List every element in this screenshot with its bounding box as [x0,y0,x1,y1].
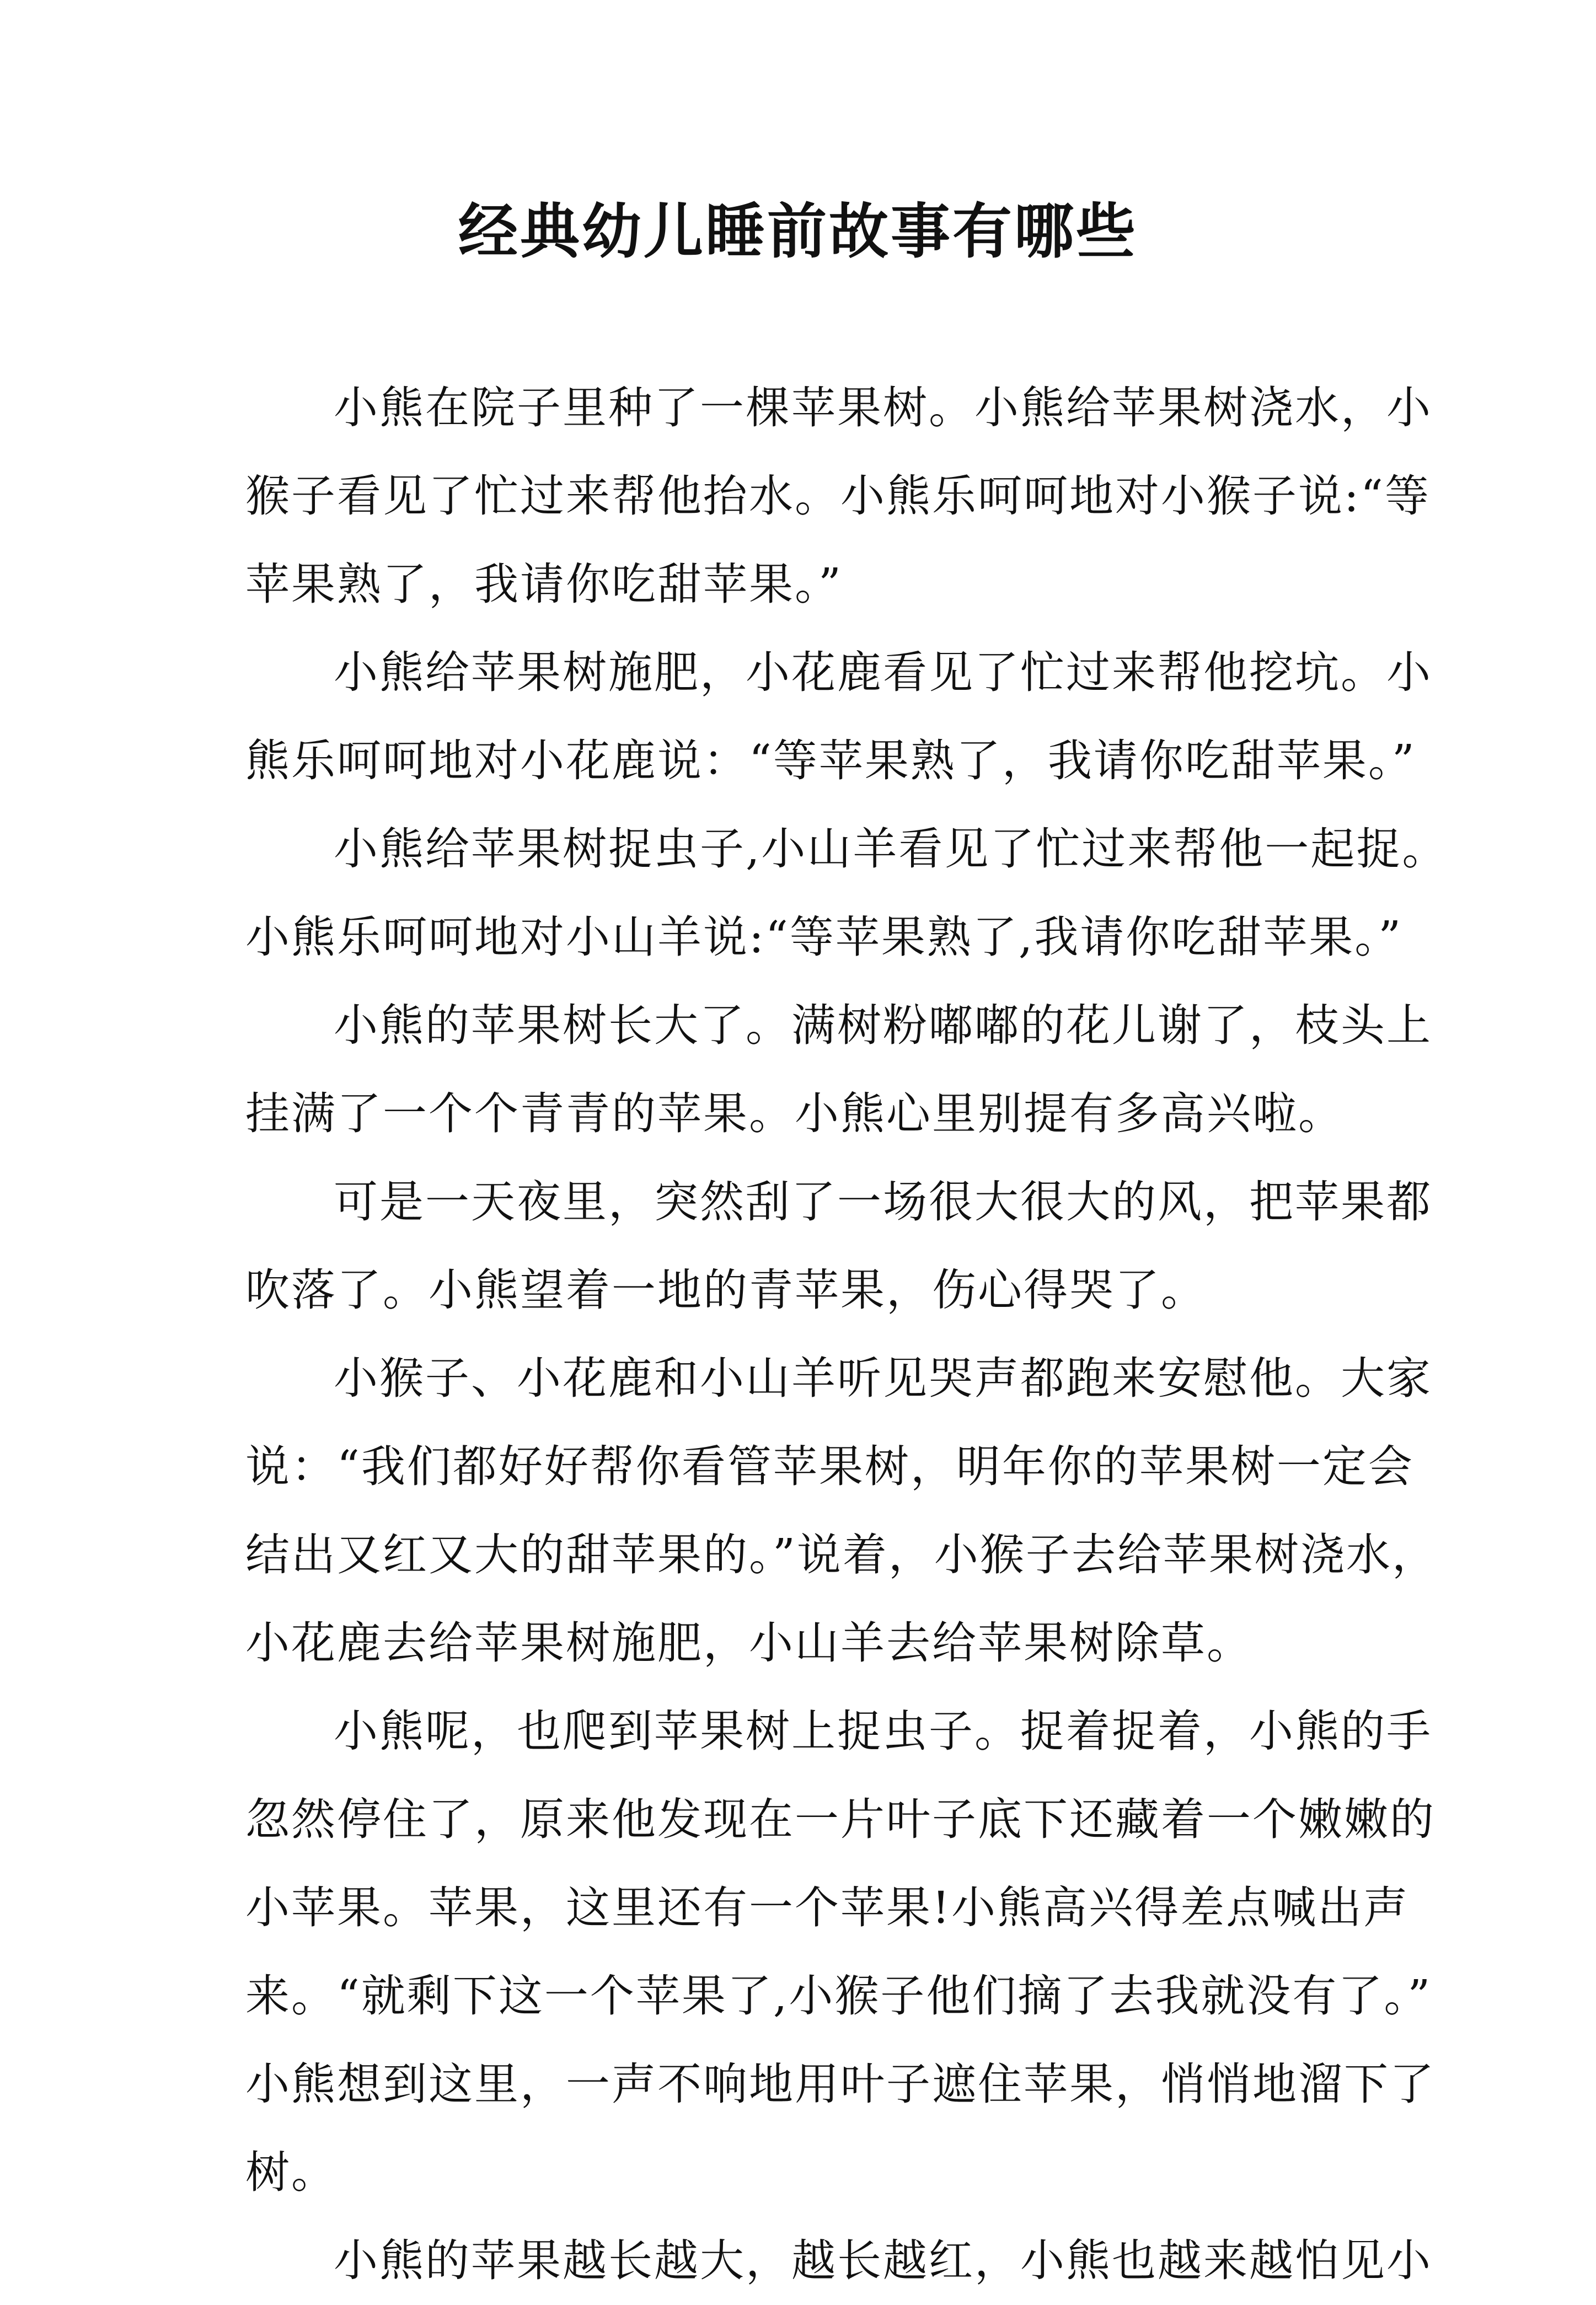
text-line: 吹落了。小熊望着一地的青苹果，伤心得哭了。 [245,1264,1207,1316]
text-line: 忽然停住了，原来他发现在一片叶子底下还藏着一个嫩嫩的 [245,1794,1436,1845]
document-title: 经典幼儿睡前故事有哪些 [458,197,1138,266]
text-line: 说：“我们都好好帮你看管苹果树，明年你的苹果树一定会 [245,1441,1414,1492]
text-line: 可是一天夜里，突然刮了一场很大很大的风，把苹果都 [334,1176,1432,1227]
text-line: 小熊的苹果树长大了。满树粉嘟嘟的花儿谢了，枝头上 [334,1000,1432,1051]
text-line: 猴子看见了忙过来帮他抬水。小熊乐呵呵地对小猴子说:“等 [245,470,1431,522]
text-line: 小熊乐呵呵地对小山羊说:“等苹果熟了,我请你吃甜苹果。” [245,912,1403,963]
text-line: 树。 [245,2147,337,2198]
text-line: 来。“就剩下这一个苹果了,小猴子他们摘了去我就没有了。” [245,1970,1432,2022]
document-body [245,364,1448,2305]
text-line: 挂满了一个个青青的苹果。小熊心里别提有多高兴啦。 [245,1088,1344,1139]
text-line: 小熊在院子里种了一棵苹果树。小熊给苹果树浇水，小 [334,382,1432,433]
text-line: 小熊想到这里，一声不响地用叶子遮住苹果，悄悄地溜下了 [245,2059,1436,2110]
text-line: 小花鹿去给苹果树施肥，小山羊去给苹果树除草。 [245,1617,1252,1669]
text-line: 小熊呢，也爬到苹果树上捉虫子。捉着捉着，小熊的手 [334,1706,1432,1757]
text-line: 小猴子、小花鹿和小山羊听见哭声都跑来安慰他。大家 [334,1353,1432,1404]
text-line: 小苹果。苹果，这里还有一个苹果!小熊高兴得差点喊出声 [245,1882,1410,1933]
text-line: 小熊的苹果越长越大，越长越红，小熊也越来越怕见小 [334,2235,1432,2286]
text-line: 小熊给苹果树捉虫子,小山羊看见了忙过来帮他一起捉。 [334,823,1448,875]
text-line: 小熊给苹果树施肥，小花鹿看见了忙过来帮他挖坑。小 [334,647,1432,698]
text-line: 苹果熟了，我请你吃甜苹果。” [245,559,843,610]
text-line: 熊乐呵呵地对小花鹿说：“等苹果熟了，我请你吃甜苹果。” [245,735,1416,786]
text-line: 结出又红又大的甜苹果的。”说着，小猴子去给苹果树浇水， [245,1529,1438,1580]
